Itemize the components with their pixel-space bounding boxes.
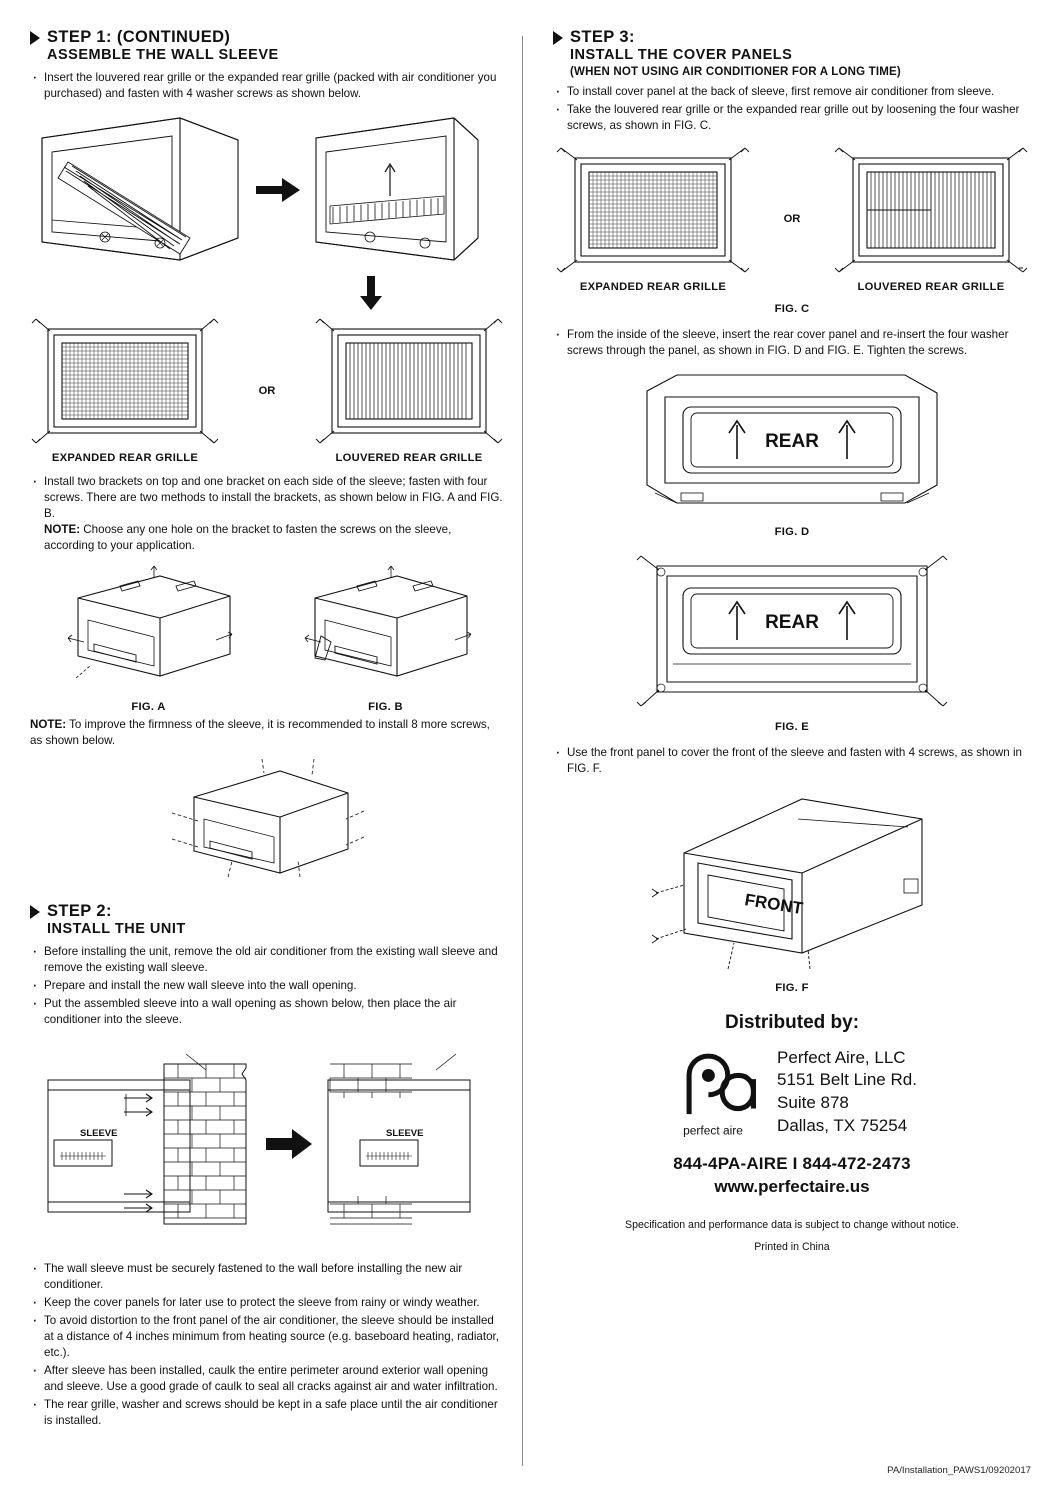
list-item: · The rear grille, washer and screws should be kept in a safe place until the air conditioner is installed. xyxy=(30,1397,504,1429)
step1-header xyxy=(30,28,504,64)
step1-subtitle: ASSEMBLE THE WALL SLEEVE xyxy=(47,47,279,64)
fig-d-figure xyxy=(553,367,1031,538)
grille-or-label: OR xyxy=(258,384,276,397)
step3-header xyxy=(553,28,1031,78)
fig-c-label: FIG. C xyxy=(774,303,810,316)
fig-e-label: FIG. E xyxy=(774,721,810,734)
step2-bullets xyxy=(30,944,504,1028)
fig-c-louvered-figure xyxy=(831,144,1031,293)
fig-c-expanded-figure xyxy=(553,144,753,293)
list-item: · To install cover panel at the back of sleeve, first remove air conditioner from sleeve. xyxy=(553,84,1031,100)
fig-b-figure xyxy=(291,562,481,713)
triangle-bullet-icon xyxy=(30,31,40,45)
triangle-bullet-icon xyxy=(553,31,563,45)
step2-subtitle: INSTALL THE UNIT xyxy=(47,921,186,938)
fig-a-svg xyxy=(54,562,244,692)
page-columns xyxy=(30,28,1031,1476)
figure-sleeve-grille-insert xyxy=(30,110,504,280)
distributed-by-title: Distributed by: xyxy=(724,1012,860,1034)
note2-text: To improve the firmness of the sleeve, it is recommended to install 8 more screws, as shown below. xyxy=(30,718,490,748)
fig-d-label: FIG. D xyxy=(774,526,810,539)
sleeve-insert-svg xyxy=(30,110,486,280)
right-column xyxy=(537,28,1031,1476)
distributor-address xyxy=(777,1047,917,1138)
expanded-grille-figure xyxy=(30,317,220,464)
fig-a-label: FIG. A xyxy=(131,701,166,714)
fig-c-louvered-svg xyxy=(831,144,1031,276)
wall-install-svg xyxy=(30,1034,486,1252)
fig-c-expanded-svg xyxy=(553,144,753,276)
list-item: · Take the louvered rear grille or the expanded rear grille out by loosening the four washer screws, as shown in FIG. C. xyxy=(553,102,1031,134)
arrow-right-icon xyxy=(266,1129,312,1159)
step3-bullets xyxy=(553,84,1031,134)
column-divider xyxy=(522,36,523,1466)
fig-c-or-label: OR xyxy=(783,212,801,225)
distributor-row xyxy=(553,1044,1031,1140)
front-label: FRONT xyxy=(743,890,805,919)
list-item: · Insert the louvered rear grille or the expanded rear grille (packed with air conditioner you purchased) and fasten with 4 washer screws as shown below. xyxy=(30,70,504,102)
step1-bracket-bullets xyxy=(30,474,504,554)
arrow-right-icon xyxy=(256,178,300,202)
step1-title: STEP 1: (CONTINUED) xyxy=(47,28,231,46)
fig-b-svg xyxy=(291,562,481,692)
list-item: · Put the assembled sleeve into a wall opening as shown below, then place the air conditioner into the sleeve. xyxy=(30,996,504,1028)
step3-subtitle: INSTALL THE COVER PANELS xyxy=(570,47,793,64)
printed-in: Printed in China xyxy=(754,1241,830,1254)
website-link[interactable]: www.perfectaire.us xyxy=(714,1177,870,1197)
louvered-grille-caption: LOUVERED REAR GRILLE xyxy=(335,452,483,465)
list-item: · Before installing the unit, remove the old air conditioner from the existing wall sleeve and remove the existing wall sleeve. xyxy=(30,944,504,976)
bracket-figures xyxy=(30,562,504,713)
louvered-grille-figure xyxy=(314,317,504,464)
fig-e-figure xyxy=(553,552,1031,733)
fig-b-label: FIG. B xyxy=(368,701,403,714)
spec-disclaimer: Specification and performance data is subject to change without notice. xyxy=(625,1219,959,1232)
note-label: NOTE: xyxy=(44,523,81,537)
step2-header xyxy=(30,902,504,938)
list-item: · Use the front panel to cover the front of the sleeve and fasten with 4 screws, as shown in FIG. F. xyxy=(553,745,1031,777)
extra-screws-svg xyxy=(152,753,382,883)
arrow-down-wrap xyxy=(30,276,504,315)
louvered-grille-svg xyxy=(314,317,504,447)
step3-subnote: (WHEN NOT USING AIR CONDITIONER FOR A LONG TIME) xyxy=(570,66,901,79)
step1-bullets xyxy=(30,70,504,102)
note-text: Choose any one hole on the bracket to fasten the screws on the sleeve, according to your application. xyxy=(44,523,452,553)
note2-label: NOTE: xyxy=(30,718,67,732)
address-line-1: 5151 Belt Line Rd. xyxy=(777,1070,917,1090)
address-line-2: Suite 878 xyxy=(777,1093,849,1113)
expanded-grille-caption: EXPANDED REAR GRILLE xyxy=(51,452,199,465)
distributor-block xyxy=(553,1012,1031,1253)
perfect-aire-logo-icon xyxy=(667,1044,759,1140)
bracket-instruction: Install two brackets on top and one bracket on each side of the sleeve; fasten with four screws. There are two methods to install the brackets, as shown below in FIG. A and FIG. B. xyxy=(44,475,503,521)
fig-e-svg xyxy=(627,552,957,712)
list-item: · Prepare and install the new wall sleeve into the wall opening. xyxy=(30,978,504,994)
list-item: · Keep the cover panels for later use to protect the sleeve from rainy or windy weather. xyxy=(30,1295,504,1311)
step3-title: STEP 3: xyxy=(570,28,635,46)
list-item: · To avoid distortion to the front panel of the air conditioner, the sleeve should be installed at a distance of 4 inches minimum from heating source (e.g. baseboard heating, radiator, etc.). xyxy=(30,1313,504,1361)
step2-bullets-after xyxy=(30,1261,504,1429)
wall-install-figure xyxy=(30,1034,504,1257)
address-line-3: Dallas, TX 75254 xyxy=(777,1115,908,1135)
expanded-grille-svg xyxy=(30,317,220,447)
fig-f-label: FIG. F xyxy=(775,982,809,995)
step3-front-panel-bullet xyxy=(553,745,1031,777)
fig-f-figure xyxy=(553,783,1031,994)
extra-screws-figure xyxy=(30,753,504,888)
fig-c-expanded-caption: EXPANDED REAR GRILLE xyxy=(579,281,727,294)
step3-rear-panel-bullet xyxy=(553,327,1031,359)
rear-label-e: REAR xyxy=(765,612,819,634)
list-item xyxy=(30,474,504,554)
step2-title: STEP 2: xyxy=(47,902,112,920)
grille-comparison xyxy=(30,317,504,464)
list-item: · After sleeve has been installed, caulk the entire perimeter around exterior wall opening and sleeve. Use a good grade of caulk to seal all cracks against air and water infiltration. xyxy=(30,1363,504,1395)
fig-c-louvered-caption: LOUVERED REAR GRILLE xyxy=(857,281,1005,294)
document-id: PA/Installation_PAWS1/09202017 xyxy=(887,1465,1031,1476)
step1-note2 xyxy=(30,717,504,749)
phone-numbers: 844-4PA-AIRE I 844-472-2473 xyxy=(673,1154,911,1174)
company-name: Perfect Aire, LLC xyxy=(777,1047,906,1067)
logo-wordmark: perfect aire xyxy=(683,1123,743,1138)
left-column xyxy=(30,28,522,1476)
list-item: · From the inside of the sleeve, insert the rear cover panel and re-insert the four washer screws through the panel, as shown in FIG. D and FIG. E. Tighten the screws. xyxy=(553,327,1031,359)
fig-a-figure xyxy=(54,562,244,713)
fig-c-comparison xyxy=(553,144,1031,293)
sleeve-label-left: SLEEVE xyxy=(80,1128,118,1140)
triangle-bullet-icon xyxy=(30,905,40,919)
list-item: · The wall sleeve must be securely fastened to the wall before installing the new air conditioner. xyxy=(30,1261,504,1293)
fig-f-svg xyxy=(622,783,962,973)
sleeve-label-right: SLEEVE xyxy=(386,1128,424,1140)
arrow-down-icon xyxy=(360,276,382,310)
fig-d-svg xyxy=(637,367,947,517)
rear-label-d: REAR xyxy=(765,431,819,453)
